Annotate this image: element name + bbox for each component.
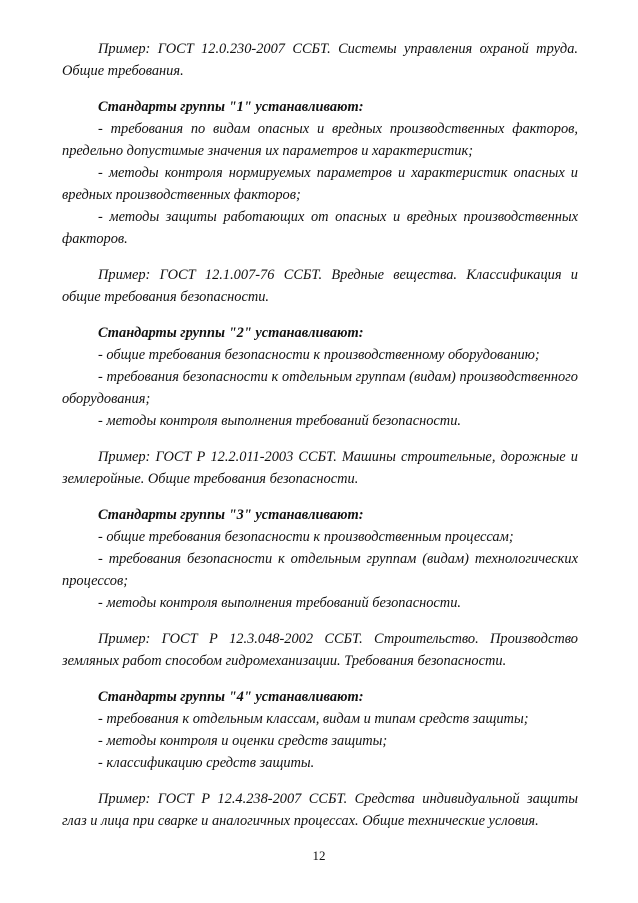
example-paragraph [62,446,578,490]
list-item: - общие требования безопасности к производственному оборудованию; [98,347,540,363]
list-item: - методы контроля и оценки средств защиты; [98,733,388,749]
list-item: - классификацию средств защиты. [98,755,315,771]
example-paragraph [62,264,578,308]
list-item: - требования безопасности к отдельным группам (видам) производственного оборудования; [62,369,578,407]
example-paragraph [62,628,578,672]
list-item: - методы контроля выполнения требований безопасности. [98,413,461,429]
standards-group-3 [62,504,578,614]
list-item: - требования к отдельным классам, видам и типам средств защиты; [98,711,529,727]
example-text: Пример: ГОСТ Р 12.2.011-2003 ССБТ. Машины строительные, дорожные и землеройные. Общие требования безопасности. [62,449,578,487]
list-item: - методы контроля нормируемых параметров и характеристик опасных и вредных производственных факторов; [62,165,578,203]
list-item: - методы защиты работающих от опасных и вредных производственных факторов. [62,209,578,247]
standards-group-1 [62,96,578,250]
list-item: - общие требования безопасности к производственным процессам; [98,529,514,545]
standards-group-4 [62,686,578,774]
list-item: - методы контроля выполнения требований безопасности. [98,595,461,611]
example-text: Пример: ГОСТ 12.0.230-2007 ССБТ. Системы управления охраной труда. Общие требования. [62,41,578,79]
example-text: Пример: ГОСТ Р 12.3.048-2002 ССБТ. Строительство. Производство земляных работ способом гидромеханизации. Требования безопасности. [62,631,578,669]
example-text: Пример: ГОСТ 12.1.007-76 ССБТ. Вредные вещества. Классификация и общие требования безопасности. [62,267,578,305]
example-paragraph [62,788,578,832]
group-heading: Стандарты группы "4" устанавливают: [98,689,364,705]
example-paragraph [62,38,578,82]
group-heading: Стандарты группы "2" устанавливают: [98,325,364,341]
standards-group-2 [62,322,578,432]
group-heading: Стандарты группы "3" устанавливают: [98,507,364,523]
list-item: - требования безопасности к отдельным группам (видам) технологических процессов; [62,551,578,589]
page-number: 12 [312,848,326,863]
group-heading: Стандарты группы "1" устанавливают: [98,99,364,115]
list-item: - требования по видам опасных и вредных производственных факторов, предельно допустимые значения их параметров и характеристик; [62,121,578,159]
document-page [62,38,578,832]
example-text: Пример: ГОСТ Р 12.4.238-2007 ССБТ. Средства индивидуальной защиты глаз и лица при сварке и аналогичных процессах. Общие технические условия. [62,791,578,829]
